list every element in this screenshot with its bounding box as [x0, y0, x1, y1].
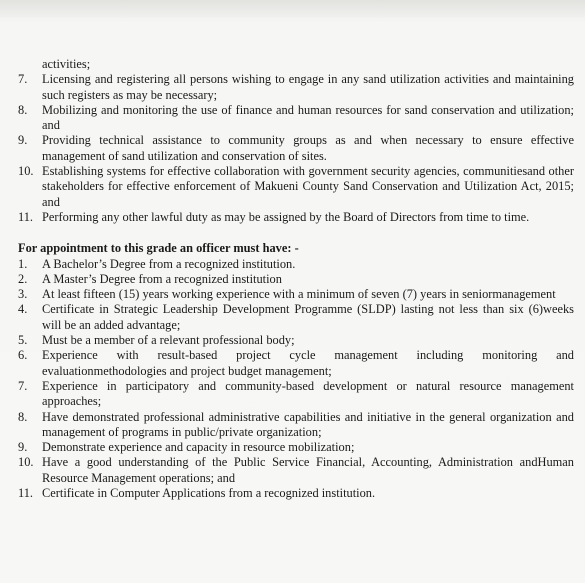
duties-continuation: activities;	[42, 57, 91, 71]
scan-top-shadow	[0, 0, 585, 18]
requirements-heading: For appointment to this grade an officer must have: -	[18, 241, 299, 256]
list-item: 10. Have a good understanding of the Public Service Financial, Accounting, Administration andHuman Resource Management operations; and	[18, 455, 574, 485]
list-item: 7. Experience in participatory and community-based development or natural resource management approaches;	[18, 378, 574, 409]
list-item: 4. Certificate in Strategic Leadership Development Programme (SLDP) lasting not less than six (6)weeks will be an added advantage;	[18, 302, 574, 332]
list-item: 3. At least fifteen (15) years working experience with a minimum of seven (7) years in seniormanagement	[18, 287, 556, 302]
document-body	[18, 57, 574, 501]
list-item: 5. Must be a member of a relevant professional body;	[18, 333, 295, 348]
duties-list	[18, 72, 574, 225]
list-item: 7. Licensing and registering all persons wishing to engage in any sand utilization activities and maintaining such registers as may be necessary;	[18, 72, 574, 102]
list-item: 9. Providing technical assistance to community groups as and when necessary to ensure effective management of sand utilization and conservation of sites.	[18, 133, 574, 163]
list-item: 2. A Master’s Degree from a recognized institution	[18, 271, 282, 286]
list-item: 10. Establishing systems for effective collaboration with government security agencies, communitiesand other stakeholders for effective enforcement of Makueni County Sand Conservation and Utilization Act, 2015; and	[18, 164, 574, 209]
requirements-list	[18, 257, 574, 502]
list-item: 1. A Bachelor’s Degree from a recognized institution.	[18, 256, 296, 271]
list-item: 8. Have demonstrated professional administrative capabilities and initiative in the general organization and management of programs in public/private organization;	[18, 409, 574, 439]
list-item: 6. Experience with result-based project cycle management including monitoring and evaluationmethodologies and project budget management;	[18, 348, 574, 378]
list-item: 9. Demonstrate experience and capacity in resource mobilization;	[18, 440, 355, 455]
list-item: 8. Mobilizing and monitoring the use of finance and human resources for sand conservation and utilization; and	[18, 102, 574, 133]
list-item: 11. Certificate in Computer Applications from a recognized institution.	[18, 486, 376, 501]
list-item: 11. Performing any other lawful duty as may be assigned by the Board of Directors from time to time.	[18, 209, 530, 224]
